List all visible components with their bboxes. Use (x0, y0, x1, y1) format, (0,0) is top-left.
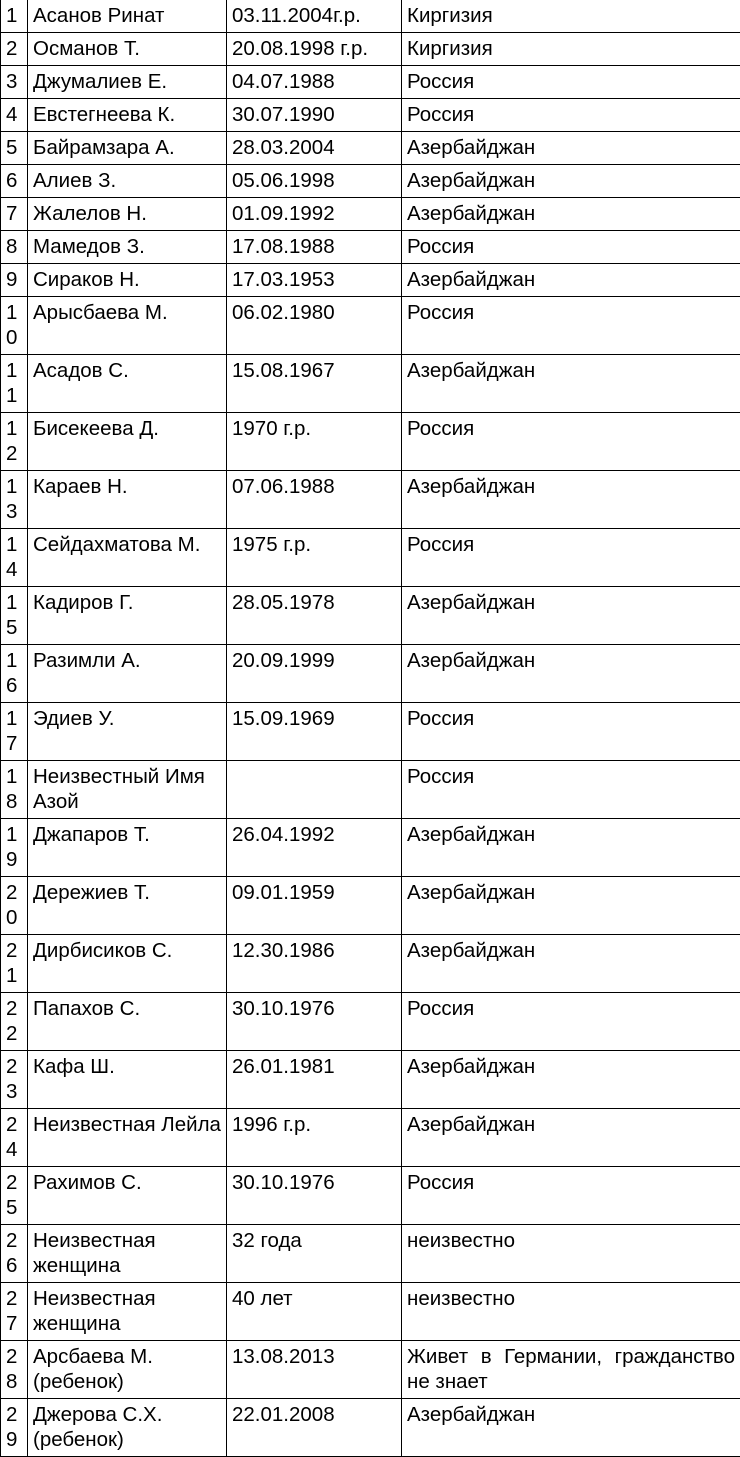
cell-person-name: Джумалиев Е. (28, 66, 227, 99)
cell-citizenship: Россия (402, 297, 740, 355)
cell-birth-date: 07.06.1988 (227, 471, 402, 529)
cell-person-name: Рахимов С. (28, 1167, 227, 1225)
cell-citizenship: Россия (402, 529, 740, 587)
table-row (1, 264, 740, 297)
cell-person-name: Неизвестная женщина (28, 1225, 227, 1283)
cell-person-name: Неизвестная Лейла (28, 1109, 227, 1167)
cell-birth-date: 28.03.2004 (227, 132, 402, 165)
cell-row-number: 14 (1, 529, 28, 587)
table-row (1, 297, 740, 355)
cell-person-name: Арсбаева М. (ребенок) (28, 1341, 227, 1399)
table-row (1, 703, 740, 761)
cell-birth-date: 26.01.1981 (227, 1051, 402, 1109)
table-row (1, 198, 740, 231)
cell-row-number: 17 (1, 703, 28, 761)
cell-citizenship: Россия (402, 413, 740, 471)
cell-row-number: 20 (1, 877, 28, 935)
table-row (1, 935, 740, 993)
cell-birth-date: 06.02.1980 (227, 297, 402, 355)
table-row (1, 355, 740, 413)
cell-person-name: Кафа Ш. (28, 1051, 227, 1109)
cell-birth-date: 32 года (227, 1225, 402, 1283)
cell-citizenship: Азербайджан (402, 198, 740, 231)
registry-table-body (1, 0, 740, 1457)
cell-person-name: Асадов С. (28, 355, 227, 413)
cell-row-number: 4 (1, 99, 28, 132)
cell-person-name: Неизвестный Имя Азой (28, 761, 227, 819)
cell-birth-date: 28.05.1978 (227, 587, 402, 645)
cell-row-number: 10 (1, 297, 28, 355)
table-row (1, 0, 740, 33)
cell-person-name: Османов Т. (28, 33, 227, 66)
cell-row-number: 27 (1, 1283, 28, 1341)
cell-row-number: 7 (1, 198, 28, 231)
cell-row-number: 15 (1, 587, 28, 645)
cell-person-name: Караев Н. (28, 471, 227, 529)
cell-citizenship: Азербайджан (402, 132, 740, 165)
table-row (1, 1341, 740, 1399)
cell-row-number: 6 (1, 165, 28, 198)
table-row (1, 33, 740, 66)
cell-row-number: 16 (1, 645, 28, 703)
cell-citizenship: Россия (402, 761, 740, 819)
cell-person-name: Неизвестная женщина (28, 1283, 227, 1341)
cell-citizenship: Россия (402, 99, 740, 132)
cell-person-name: Арысбаева М. (28, 297, 227, 355)
cell-row-number: 2 (1, 33, 28, 66)
cell-birth-date: 13.08.2013 (227, 1341, 402, 1399)
cell-citizenship: Азербайджан (402, 264, 740, 297)
cell-citizenship: Азербайджан (402, 935, 740, 993)
table-row (1, 471, 740, 529)
cell-row-number: 12 (1, 413, 28, 471)
cell-birth-date: 03.11.2004г.р. (227, 0, 402, 33)
cell-person-name: Сираков Н. (28, 264, 227, 297)
cell-birth-date: 20.09.1999 (227, 645, 402, 703)
cell-row-number: 3 (1, 66, 28, 99)
table-row (1, 993, 740, 1051)
cell-birth-date (227, 761, 402, 819)
table-row (1, 761, 740, 819)
cell-birth-date: 01.09.1992 (227, 198, 402, 231)
table-row (1, 165, 740, 198)
cell-birth-date: 22.01.2008 (227, 1399, 402, 1457)
cell-birth-date: 1975 г.р. (227, 529, 402, 587)
cell-birth-date: 1970 г.р. (227, 413, 402, 471)
cell-citizenship: Азербайджан (402, 877, 740, 935)
cell-person-name: Евстегнеева К. (28, 99, 227, 132)
table-row (1, 132, 740, 165)
cell-citizenship: неизвестно (402, 1225, 740, 1283)
cell-row-number: 24 (1, 1109, 28, 1167)
cell-birth-date: 17.08.1988 (227, 231, 402, 264)
cell-row-number: 21 (1, 935, 28, 993)
cell-citizenship: Киргизия (402, 0, 740, 33)
cell-citizenship: Азербайджан (402, 587, 740, 645)
cell-person-name: Байрамзара А. (28, 132, 227, 165)
cell-row-number: 18 (1, 761, 28, 819)
table-row (1, 1167, 740, 1225)
table-row (1, 819, 740, 877)
cell-birth-date: 15.08.1967 (227, 355, 402, 413)
cell-row-number: 5 (1, 132, 28, 165)
cell-person-name: Джерова С.Х. (ребенок) (28, 1399, 227, 1457)
cell-birth-date: 15.09.1969 (227, 703, 402, 761)
cell-person-name: Сейдахматова М. (28, 529, 227, 587)
cell-row-number: 23 (1, 1051, 28, 1109)
cell-person-name: Дережиев Т. (28, 877, 227, 935)
cell-row-number: 8 (1, 231, 28, 264)
cell-citizenship: Азербайджан (402, 819, 740, 877)
cell-birth-date: 04.07.1988 (227, 66, 402, 99)
table-row (1, 1225, 740, 1283)
cell-person-name: Асанов Ринат (28, 0, 227, 33)
cell-person-name: Разимли А. (28, 645, 227, 703)
table-row (1, 1399, 740, 1457)
cell-person-name: Дирбисиков С. (28, 935, 227, 993)
cell-person-name: Мамедов З. (28, 231, 227, 264)
cell-citizenship: Азербайджан (402, 1399, 740, 1457)
table-row (1, 645, 740, 703)
cell-row-number: 11 (1, 355, 28, 413)
cell-person-name: Жалелов Н. (28, 198, 227, 231)
cell-citizenship: Азербайджан (402, 1051, 740, 1109)
table-row (1, 1283, 740, 1341)
cell-row-number: 28 (1, 1341, 28, 1399)
table-row (1, 529, 740, 587)
cell-row-number: 25 (1, 1167, 28, 1225)
cell-birth-date: 40 лет (227, 1283, 402, 1341)
cell-citizenship: неизвестно (402, 1283, 740, 1341)
cell-birth-date: 05.06.1998 (227, 165, 402, 198)
cell-row-number: 19 (1, 819, 28, 877)
table-row (1, 877, 740, 935)
cell-citizenship: Азербайджан (402, 645, 740, 703)
cell-citizenship: Россия (402, 703, 740, 761)
cell-birth-date: 1996 г.р. (227, 1109, 402, 1167)
cell-citizenship: Азербайджан (402, 1109, 740, 1167)
cell-citizenship: Россия (402, 993, 740, 1051)
cell-row-number: 1 (1, 0, 28, 33)
cell-citizenship: Россия (402, 231, 740, 264)
table-row (1, 1051, 740, 1109)
table-row (1, 66, 740, 99)
cell-birth-date: 09.01.1959 (227, 877, 402, 935)
cell-person-name: Кадиров Г. (28, 587, 227, 645)
table-row (1, 231, 740, 264)
cell-birth-date: 26.04.1992 (227, 819, 402, 877)
cell-person-name: Алиев З. (28, 165, 227, 198)
cell-birth-date: 30.10.1976 (227, 1167, 402, 1225)
table-row (1, 587, 740, 645)
cell-row-number: 22 (1, 993, 28, 1051)
cell-birth-date: 30.07.1990 (227, 99, 402, 132)
table-row (1, 1109, 740, 1167)
cell-citizenship: Азербайджан (402, 471, 740, 529)
cell-birth-date: 17.03.1953 (227, 264, 402, 297)
cell-row-number: 13 (1, 471, 28, 529)
cell-row-number: 9 (1, 264, 28, 297)
cell-citizenship: Россия (402, 66, 740, 99)
cell-row-number: 29 (1, 1399, 28, 1457)
cell-citizenship: Россия (402, 1167, 740, 1225)
table-row (1, 413, 740, 471)
cell-row-number: 26 (1, 1225, 28, 1283)
cell-citizenship: Азербайджан (402, 165, 740, 198)
cell-birth-date: 30.10.1976 (227, 993, 402, 1051)
cell-citizenship: Киргизия (402, 33, 740, 66)
cell-person-name: Папахов С. (28, 993, 227, 1051)
table-row (1, 99, 740, 132)
cell-citizenship: Живет в Германии, гражданство не знает (402, 1341, 740, 1399)
cell-citizenship: Азербайджан (402, 355, 740, 413)
cell-birth-date: 12.30.1986 (227, 935, 402, 993)
cell-birth-date: 20.08.1998 г.р. (227, 33, 402, 66)
cell-person-name: Бисекеева Д. (28, 413, 227, 471)
cell-person-name: Эдиев У. (28, 703, 227, 761)
cell-person-name: Джапаров Т. (28, 819, 227, 877)
